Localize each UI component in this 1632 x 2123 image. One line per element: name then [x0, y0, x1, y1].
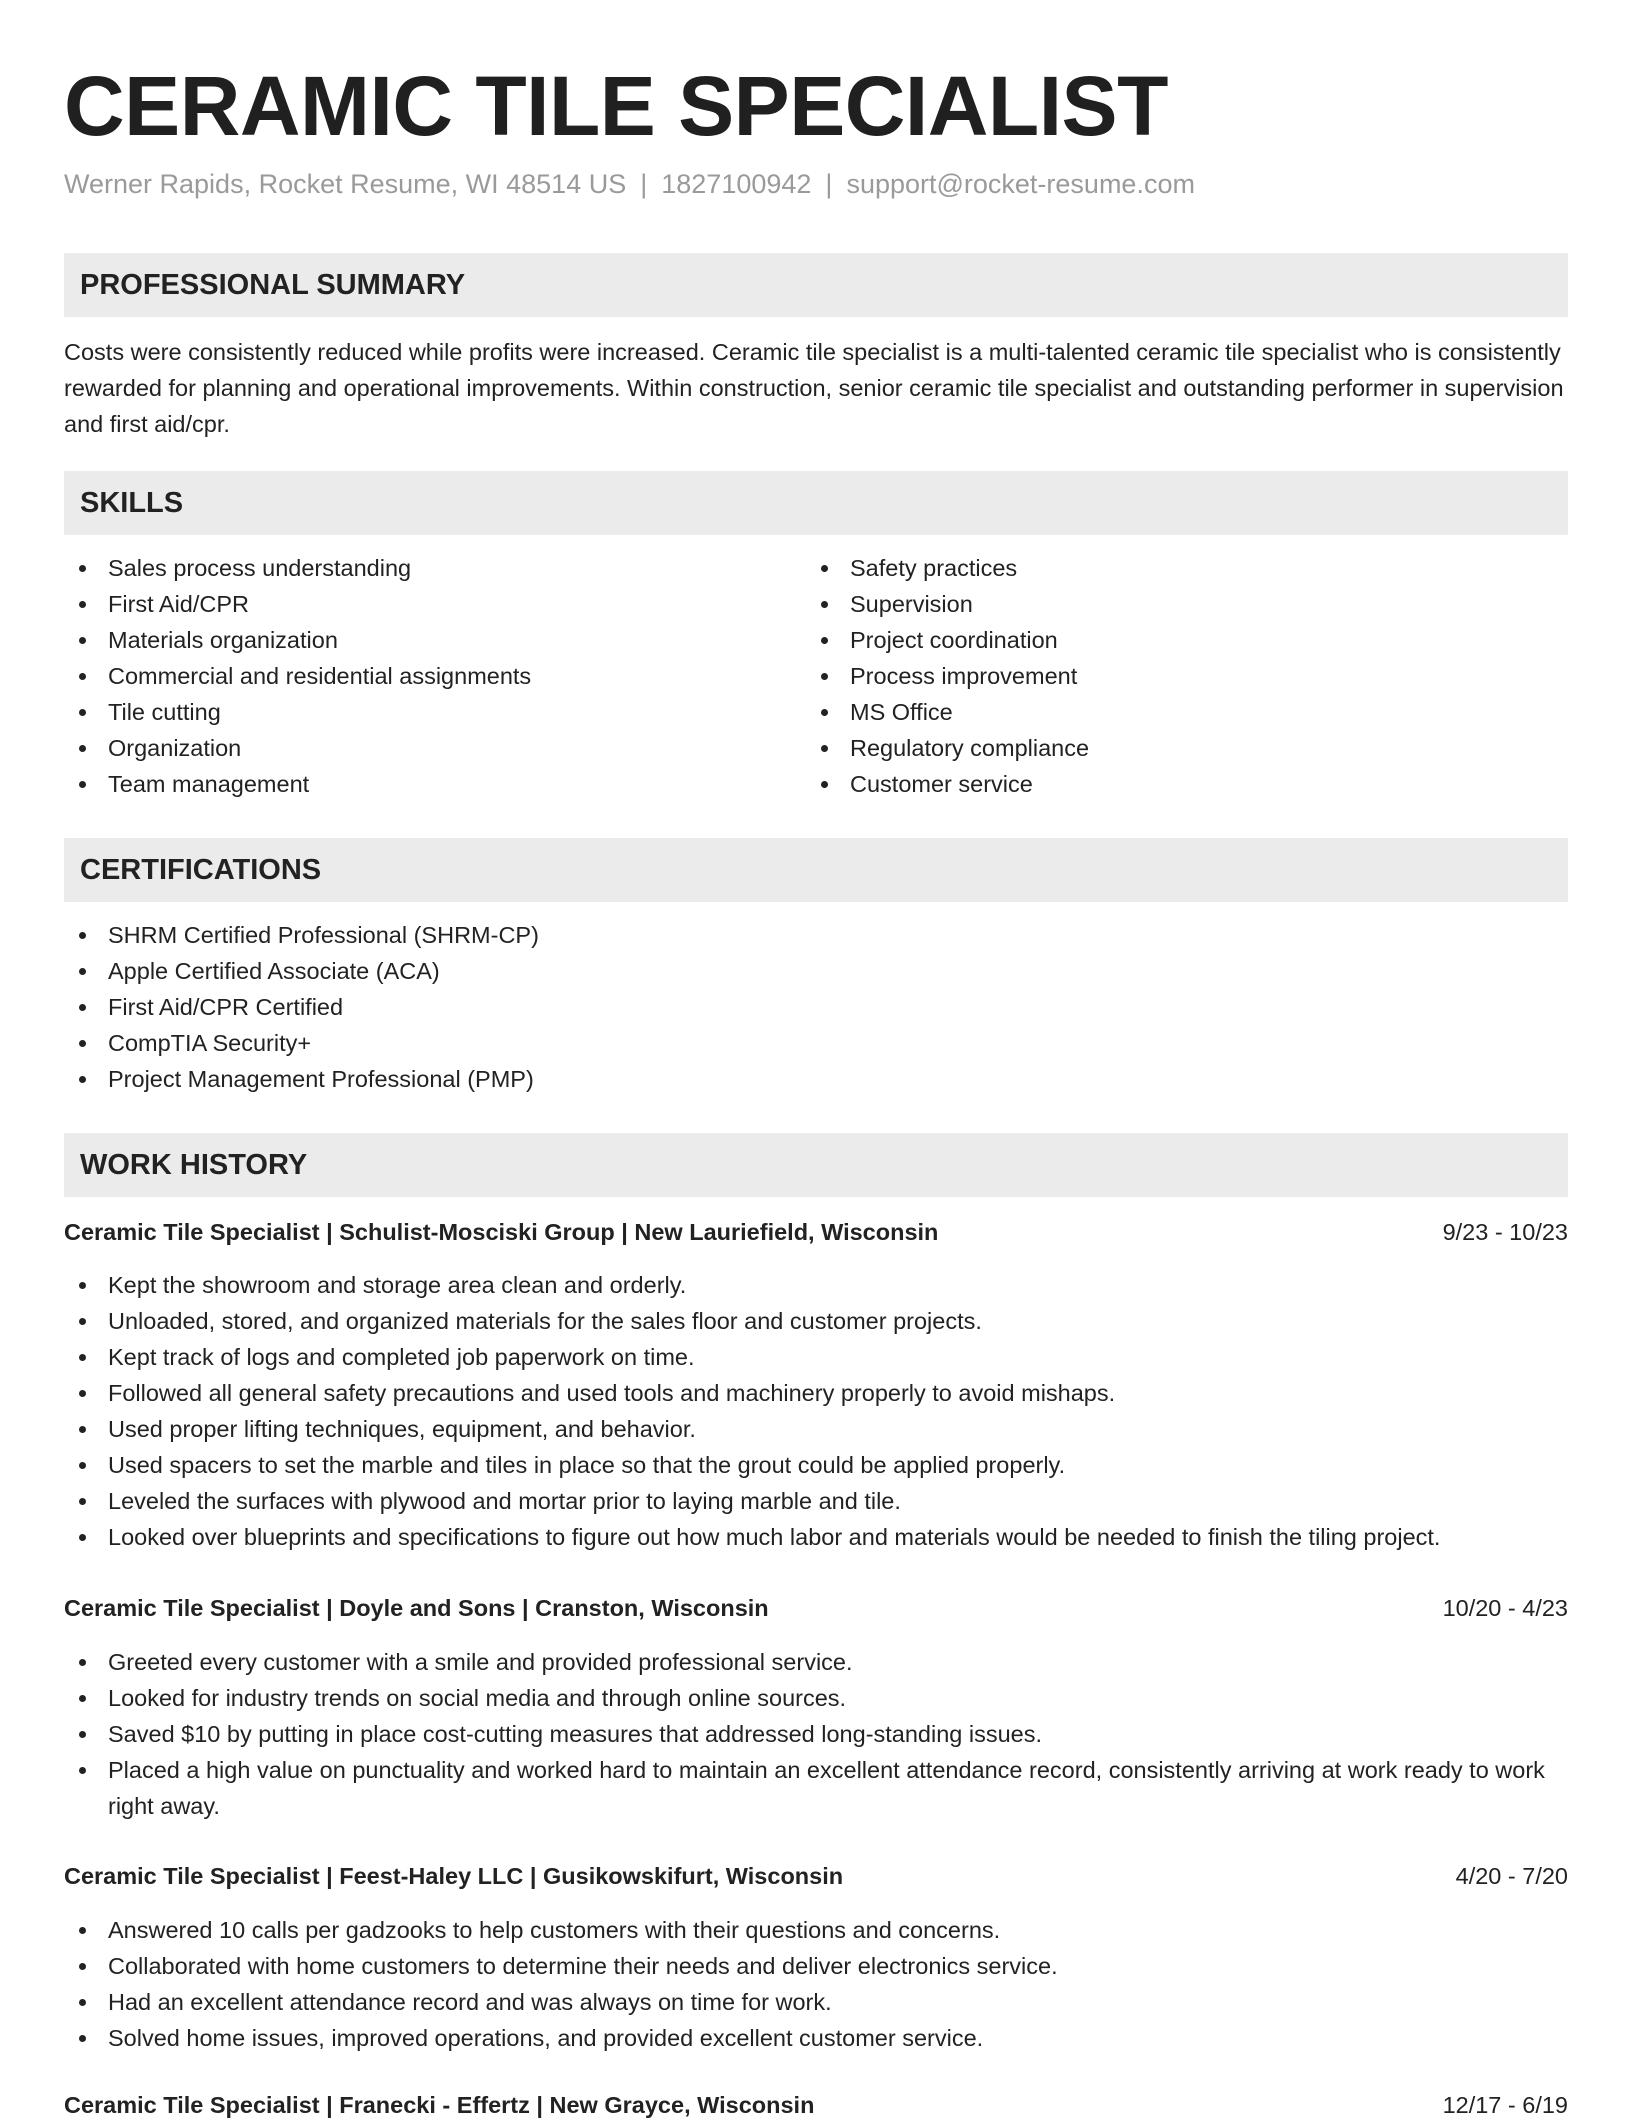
skills-list-right: [806, 550, 1546, 802]
job-title: Ceramic Tile Specialist | Doyle and Sons | Cranston, Wisconsin: [64, 1595, 769, 1621]
certification-item: Apple Certified Associate (ACA): [64, 953, 1568, 989]
job-dates: 4/20 - 7/20: [1455, 1863, 1568, 1889]
certification-item: First Aid/CPR Certified: [64, 989, 1568, 1025]
skills-heading: SKILLS: [64, 471, 1568, 535]
job-bullet: Kept the showroom and storage area clean and orderly.: [64, 1267, 1568, 1303]
skill-item: Team management: [64, 766, 784, 802]
job-bullet: Solved home issues, improved operations, and provided excellent customer service.: [64, 2020, 1568, 2056]
job-header: [64, 1590, 1568, 1626]
job-title: Ceramic Tile Specialist | Schulist-Mosciski Group | New Lauriefield, Wisconsin: [64, 1219, 939, 1245]
contact-separator: |: [640, 169, 648, 199]
job-bullet: Placed a high value on punctuality and worked hard to maintain an excellent attendance record, consistently arriving at work ready to work right away.: [64, 1752, 1568, 1824]
job-bullet: Used spacers to set the marble and tiles in place so that the grout could be applied properly.: [64, 1447, 1568, 1483]
job-bullet: Leveled the surfaces with plywood and mortar prior to laying marble and tile.: [64, 1483, 1568, 1519]
job-bullets: [64, 1644, 1568, 1824]
job-bullet: Looked over blueprints and specifications to figure out how much labor and materials would be needed to finish the tiling project.: [64, 1519, 1568, 1555]
contact-separator: |: [825, 169, 833, 199]
job-bullet: Had an excellent attendance record and was always on time for work.: [64, 1984, 1568, 2020]
job-bullets: [64, 1912, 1568, 2056]
job-bullet: Kept track of logs and completed job paperwork on time.: [64, 1339, 1568, 1375]
job-bullet: Saved $10 by putting in place cost-cutting measures that addressed long-standing issues.: [64, 1716, 1568, 1752]
skill-item: Process improvement: [806, 658, 1546, 694]
work-history-heading: WORK HISTORY: [64, 1133, 1568, 1197]
skill-item: Safety practices: [806, 550, 1546, 586]
skill-item: Materials organization: [64, 622, 784, 658]
page-title: CERAMIC TILE SPECIALIST: [64, 59, 1168, 153]
skill-item: Regulatory compliance: [806, 730, 1546, 766]
job-dates: 12/17 - 6/19: [1442, 2092, 1568, 2118]
job-bullet: Greeted every customer with a smile and provided professional service.: [64, 1644, 1568, 1680]
job-title: Ceramic Tile Specialist | Feest-Haley LLC | Gusikowskifurt, Wisconsin: [64, 1863, 844, 1889]
skill-item: Supervision: [806, 586, 1546, 622]
skill-item: Project coordination: [806, 622, 1546, 658]
job-bullet: Looked for industry trends on social media and through online sources.: [64, 1680, 1568, 1716]
contact-email[interactable]: support@rocket-resume.com: [846, 169, 1195, 199]
job-bullet: Collaborated with home customers to determine their needs and deliver electronics service.: [64, 1948, 1568, 1984]
job-bullet: Unloaded, stored, and organized materials for the sales floor and customer projects.: [64, 1303, 1568, 1339]
job-header: [64, 1214, 1568, 1250]
job-bullet: Followed all general safety precautions and used tools and machinery properly to avoid mishaps.: [64, 1375, 1568, 1411]
skill-item: Tile cutting: [64, 694, 784, 730]
certification-item: SHRM Certified Professional (SHRM-CP): [64, 917, 1568, 953]
contact-line: [64, 166, 1195, 202]
certification-item: Project Management Professional (PMP): [64, 1061, 1568, 1097]
contact-address: Werner Rapids, Rocket Resume, WI 48514 US: [64, 169, 627, 199]
job-dates: 9/23 - 10/23: [1442, 1219, 1568, 1245]
certification-item: CompTIA Security+: [64, 1025, 1568, 1061]
job-dates: 10/20 - 4/23: [1442, 1595, 1568, 1621]
certifications-list: [64, 917, 1568, 1097]
skill-item: MS Office: [806, 694, 1546, 730]
job-bullet: Used proper lifting techniques, equipment, and behavior.: [64, 1411, 1568, 1447]
job-header: [64, 2087, 1568, 2123]
skill-item: Commercial and residential assignments: [64, 658, 784, 694]
job-bullet: Answered 10 calls per gadzooks to help customers with their questions and concerns.: [64, 1912, 1568, 1948]
certifications-heading: CERTIFICATIONS: [64, 838, 1568, 902]
skills-list-left: [64, 550, 784, 802]
skill-item: Sales process understanding: [64, 550, 784, 586]
summary-heading: PROFESSIONAL SUMMARY: [64, 253, 1568, 317]
skill-item: First Aid/CPR: [64, 586, 784, 622]
summary-text: Costs were consistently reduced while profits were increased. Ceramic tile specialist is a multi-talented ceramic tile specialist who is consistently rewarded for planning and operational improvements. Within construction, senior ceramic tile specialist and outstanding performer in supervision and first aid/cpr.: [64, 339, 1564, 437]
skill-item: Organization: [64, 730, 784, 766]
contact-phone: 1827100942: [661, 169, 812, 199]
job-bullets: [64, 1267, 1568, 1555]
job-header: [64, 1858, 1568, 1894]
job-title: Ceramic Tile Specialist | Franecki - Effertz | New Grayce, Wisconsin: [64, 2092, 815, 2118]
skill-item: Customer service: [806, 766, 1546, 802]
